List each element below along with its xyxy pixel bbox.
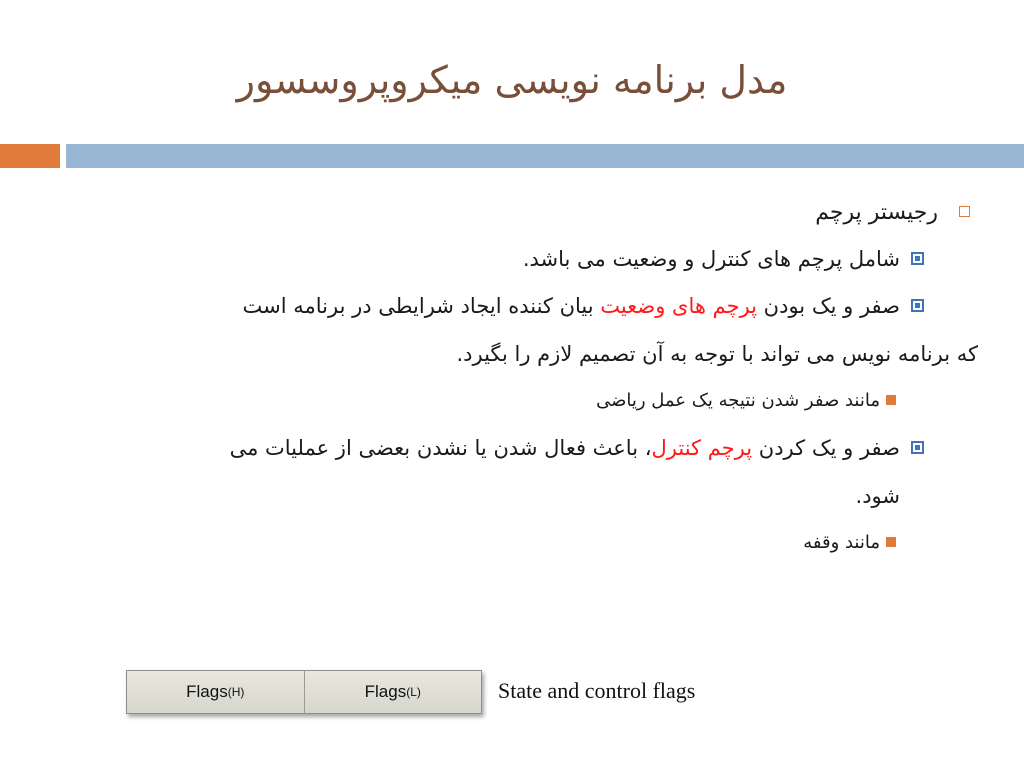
flags-high-label: Flags <box>186 682 228 701</box>
flags-low-label: Flags <box>364 682 407 701</box>
header-accent-blue <box>66 144 1024 168</box>
item2-before: صفر و یک بودن <box>757 294 900 318</box>
item2-highlight: پرچم های وضعیت <box>600 294 757 318</box>
item1-text: شامل پرچم های کنترل و وضعیت می باشد. <box>522 247 900 271</box>
flags-high-cell <box>127 671 304 713</box>
flags-register-table <box>126 670 482 714</box>
blue-square-bullet-icon <box>911 252 924 265</box>
list-item <box>70 424 978 520</box>
item3-sub-text: مانند وقفه <box>803 532 880 553</box>
header-accent-orange <box>0 144 60 168</box>
item3-line2: شود. <box>855 484 900 508</box>
item3-highlight: پرچم کنترل <box>651 436 753 460</box>
slide-title: مدل برنامه نویسی میکروپروسسور <box>236 58 788 102</box>
list-item <box>70 378 978 424</box>
blue-square-bullet-icon <box>911 441 924 454</box>
slide-content <box>70 190 978 566</box>
item2-after: بیان کننده ایجاد شرایطی در برنامه است <box>242 294 601 318</box>
orange-square-bullet-icon <box>886 537 896 547</box>
blue-square-bullet-icon <box>911 299 924 312</box>
flags-low-sub: (L) <box>406 685 421 699</box>
list-item <box>70 520 978 566</box>
flags-caption: State and control flags <box>498 678 696 703</box>
item3-after: ، باعث فعال شدن یا نشدن بعضی از عملیات می <box>229 436 652 460</box>
hollow-square-bullet-icon <box>959 206 970 217</box>
flags-high-sub: (H) <box>227 685 245 699</box>
item2-sub-text: مانند صفر شدن نتیجه یک عمل ریاضی <box>596 390 880 411</box>
orange-square-bullet-icon <box>886 395 896 405</box>
heading-text: رجیستر پرچم <box>815 200 938 225</box>
list-item <box>70 236 978 282</box>
list-item <box>70 282 978 378</box>
item2-line2: که برنامه نویس می تواند با توجه به آن تصمیم لازم را بگیرد. <box>456 342 978 366</box>
bullet-heading <box>70 190 978 236</box>
flags-low-cell <box>304 671 482 713</box>
item3-before: صفر و یک کردن <box>752 436 900 460</box>
